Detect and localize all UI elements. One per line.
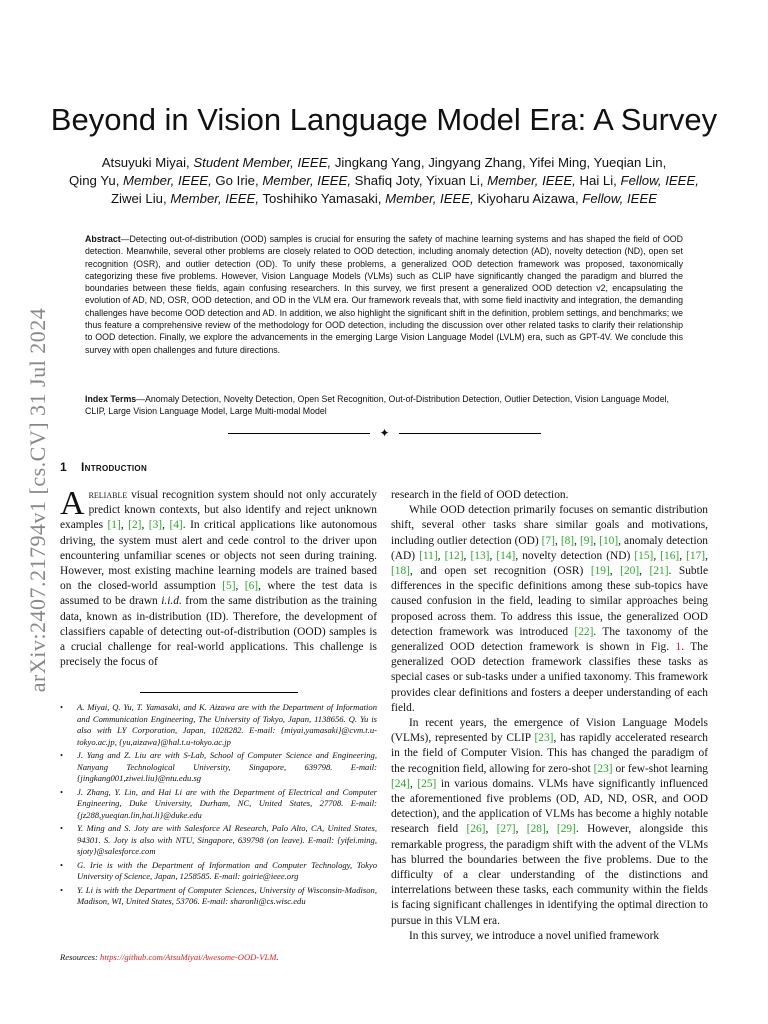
citation-link[interactable]: [1] [107, 519, 121, 532]
citation-link[interactable]: [13] [470, 549, 490, 562]
figure-link[interactable]: 1 [675, 641, 682, 654]
author-line [40, 172, 728, 190]
footnote: • A. Miyai, Q. Yu, T. Yamasaki, and K. Aizawa are with the Department of Information and Communication Engineering, The University of Tokyo, Japan, 1138656. Q. Yu is also with LY Corporation, Japan, 1028282. E-mail: {miyai,yamasaki}@cvm.t.u-tokyo.ac.jp, {yu,aizawa}@hal.t.u-tokyo.ac.jp [60, 702, 377, 747]
text-run: , [679, 549, 687, 562]
citation-link[interactable]: [22] [574, 625, 594, 638]
footnote-text: Y. Li is with the Department of Computer Sciences, University of Wisconsin-Madison, Madison, WI, United States, 53706. E-mail: sharonli@cs.wisc.edu [77, 884, 377, 906]
text-run: , [554, 534, 561, 547]
text-run: , [705, 549, 708, 562]
text-run: , [574, 534, 580, 547]
citation-link[interactable]: [8] [560, 534, 575, 547]
resources-link[interactable]: https://github.com/AtsuMiyai/Awesome-OOD-VLM [100, 952, 277, 962]
text-run: , [515, 823, 527, 836]
text-run: , where the test data is assumed to be drawn [60, 580, 378, 608]
text-run: Kiyoharu Aizawa, [473, 191, 583, 206]
member-grade: Fellow, IEEE [582, 191, 658, 206]
text-run: . The taxonomy of the generalized OOD detection framework is shown in Fig. [391, 625, 708, 654]
footnote-rule [140, 692, 298, 693]
arxiv-stamp-text: arXiv:2407.21794v1 [cs.CV] 31 Jul 2024 [25, 307, 50, 693]
text-run: . However, alongside this remarkable progress, the paradigm shift with the advent of the VLMs has blurred the boundaries between the five problems. Due to the difficulty of a clear understanding of the distinctions and interrelations between these tasks, each community within the fields is facing significant challenges in identifying the optimal direction to pursue in this VLM era. [391, 823, 708, 927]
divider-ornament-icon: ✦ [379, 426, 390, 440]
text-run: , [437, 549, 445, 562]
section-heading [60, 460, 147, 474]
section-divider [228, 426, 541, 440]
citation-link[interactable]: [20] [620, 565, 640, 578]
citation-link[interactable]: [9] [579, 534, 594, 547]
text-run: Shafiq Joty, Yixuan Li, [351, 173, 488, 188]
citation-link[interactable]: [21] [649, 565, 669, 578]
citation-link[interactable]: [2] [128, 519, 142, 532]
section-number: 1 [60, 460, 67, 474]
footnotes [60, 702, 377, 910]
member-grade: Member, IEEE, [123, 173, 212, 188]
text-run: in various domains. VLMs have significantly influenced the aforementioned five problems (OD, AD, ND, OSR, and OOD detection), and the application of VLMs has become a highly notable research field [391, 777, 708, 836]
text-run: , [141, 519, 149, 532]
footnote-text: J. Yang and Z. Liu are with S-Lab, School of Computer Science and Engineering, Nanyang Technological University, Singapore, 639798. E-mail: {jingkang001,ziwei.liu}@ntu.edu.sg [77, 750, 377, 783]
paragraph [391, 488, 708, 503]
text-run: Qing Yu, [69, 173, 124, 188]
text-run: , [593, 534, 600, 547]
member-grade: Student Member, IEEE, [193, 155, 332, 170]
resources-tail: . [276, 952, 279, 962]
paper-title: Beyond in Vision Language Model Era: A Survey [50, 102, 718, 137]
resources-label: Resources: [60, 952, 101, 962]
member-grade: Member, IEEE, [487, 173, 576, 188]
member-grade: Member, IEEE, [385, 191, 474, 206]
citation-link[interactable]: [14] [496, 549, 516, 562]
citation-link[interactable]: [4] [169, 519, 183, 532]
footnote: • J. Zhang, Y. Lin, and Hai Li are with the Department of Electrical and Computer Engineering, Duke University, Durham, NC, United States, 27708. E-mail: {jz288,yueqian.lin,hai.li}@duke.edu [60, 786, 377, 820]
citation-link[interactable]: [19] [590, 565, 610, 578]
text-run: Jingkang Yang, Jingyang Zhang, Yifei Ming, Yueqian Lin, [331, 155, 667, 170]
text-run: , [545, 823, 557, 836]
citation-link[interactable]: [28] [526, 823, 546, 836]
footnote-text: Y. Ming and S. Joty are with Salesforce AI Research, Palo Alto, CA, United States, 94301. S. Joty is also with NTU, Singapore, 639798 (on leave). E-mail: {yifei.ming, sjoty}@salesforce.com [77, 823, 377, 856]
text-run: , [653, 549, 661, 562]
text-run: , [235, 580, 245, 593]
index-terms-label: Index Terms [85, 394, 137, 404]
text-run: research in the field of OOD detection. [391, 489, 569, 501]
citation-link[interactable]: [25] [417, 777, 437, 790]
text-run: While OOD detection primarily focuses on semantic distribution shift, several other tasks share similar goals and motivations, including outlier detection (OD) [391, 504, 708, 547]
text-run: . Subtle differences in the specific definitions among these sub-topics have caused confusion in the field, leading to similar approaches being proposed across them. To address this issue, the generalized OOD detection framework was introduced [391, 565, 708, 638]
text-run: Go Irie, [211, 173, 263, 188]
small-caps-text: reliable [88, 489, 128, 501]
resources-line [60, 952, 377, 962]
footnote-text: A. Miyai, Q. Yu, T. Yamasaki, and K. Aizawa are with the Department of Information and Communication Engineering, The University of Tokyo, Japan, 1138656. Q. Yu is also with LY Corporation, Japan, 1028282. E-mail: {miyai,yamasaki}@cvm.t.u-tokyo.ac.jp, {yu,aizawa}@hal.t.u-tokyo.ac.jp [77, 702, 377, 747]
text-run: In this survey, we introduce a novel unified framework [409, 929, 660, 942]
text-run: , novelty detection (ND) [515, 549, 635, 562]
citation-link[interactable]: [6] [244, 580, 259, 593]
citation-link[interactable]: [29] [556, 823, 576, 836]
author-list [40, 154, 728, 208]
text-run: . In critical applications like autonomous driving, the system must alert and cede control to the driver upon encountering unfamiliar scenes or objects not seen during training. However, most existing machine learning models are trained based on the closed-world assumption [60, 519, 377, 593]
left-column [60, 485, 378, 670]
abstract [85, 233, 683, 356]
text-run: Hai Li, [575, 173, 621, 188]
italic-text: i.i.d. [161, 595, 182, 608]
text-run: Ziwei Liu, [110, 191, 171, 206]
text-run: , has rapidly accelerated research in the field of Computer Vision. This has changed the paradigm of the recognition field, allowing for zero-shot [391, 732, 708, 775]
citation-link[interactable]: [16] [660, 549, 680, 562]
footnote-text: G. Irie is with the Department of Information and Computer Technology, Tokyo University of Science, Japan, 1258585. E-mail: goirie@ieee.org [77, 859, 377, 881]
text-run: , [409, 777, 418, 790]
index-terms [85, 393, 683, 418]
text-run: , [639, 565, 650, 578]
text-run: , [463, 549, 471, 562]
text-run: , and open set recognition (OSR) [409, 565, 591, 578]
text-run: or few-shot learning [612, 762, 708, 775]
footnote: • Y. Ming and S. Joty are with Salesforce AI Research, Palo Alto, CA, United States, 94301. S. Joty is also with NTU, Singapore, 639798 (on leave). E-mail: {yifei.ming, sjoty}@salesforce.com [60, 823, 377, 856]
citation-link[interactable]: [23] [593, 762, 613, 775]
text-run: , [120, 519, 129, 532]
citation-link[interactable]: [11] [419, 549, 438, 562]
text-run: Toshihiko Yamasaki, [259, 191, 386, 206]
text-run: , [489, 549, 497, 562]
arxiv-stamp [18, 280, 58, 720]
index-terms-text: —Anomaly Detection, Novelty Detection, Open Set Recognition, Out-of-Distribution Detection, Outlier Detection, Vision Language Model, CLIP, Large Vision Language Model, Large Multi-modal Model [85, 394, 669, 417]
citation-link[interactable]: [18] [391, 565, 410, 578]
text-run: , [485, 823, 497, 836]
citation-link[interactable]: [7] [541, 534, 555, 547]
paragraph [391, 716, 708, 929]
footnote: • G. Irie is with the Department of Information and Computer Technology, Tokyo University of Science, Japan, 1258585. E-mail: goirie@ieee.org [60, 859, 377, 881]
footnote: • Y. Li is with the Department of Computer Sciences, University of Wisconsin-Madison, Madison, WI, United States, 53706. E-mail: sharonli@cs.wisc.edu [60, 884, 377, 906]
intro-paragraph [60, 485, 378, 670]
divider-line-left [228, 433, 370, 434]
text-run: . The generalized OOD detection framework classifies these tasks as special cases or sub-tasks under a unified taxonomy. This framework provides clear definitions and fosters a deeper understanding of each field. [391, 641, 709, 714]
citation-link[interactable]: [27] [496, 823, 516, 836]
footnote-text: J. Zhang, Y. Lin, and Hai Li are with the Department of Electrical and Computer Engineering, Duke University, Durham, NC, United States, 27708. E-mail: {jz288,yueqian.lin,hai.li}@duke.edu [77, 786, 377, 820]
member-grade: Member, IEEE, [170, 191, 260, 206]
paragraph [391, 929, 708, 944]
paragraph [391, 503, 708, 716]
citation-link[interactable]: [10] [599, 534, 619, 547]
footnote: • J. Yang and Z. Liu are with S-Lab, School of Computer Science and Engineering, Nanyang Technological University, Singapore, 639798. E-mail: {jingkang001,ziwei.liu}@ntu.edu.sg [60, 750, 377, 783]
text-run: , [609, 565, 621, 578]
text-run: , anomaly detection (AD) [391, 534, 709, 562]
citation-link[interactable]: [12] [444, 549, 464, 562]
text-run: Atsuyuki Miyai, [101, 155, 194, 170]
section-title: Introduction [80, 460, 148, 474]
citation-link[interactable]: [3] [148, 519, 163, 532]
abstract-text: —Detecting out-of-distribution (OOD) samples is crucial for ensuring the safety of machine learning systems and has shaped the field of OOD detection. Meanwhile, several other problems are closely related to OOD detection, including anomaly detection (AD), novelty detection (ND), open set recognition (OSR), and outlier detection (OD). To unify these problems, a generalized OOD detection framework was proposed, taxonomically categorizing these five problems. However, Vision Language Models (VLMs) such as CLIP have significantly changed the paradigm and blurred the boundaries between these fields, again confusing researchers. In this survey, we first present a generalized OOD detection v2, encapsulating the evolution of AD, ND, OSR, OOD detection, and OD in the VLM era. Our framework reveals that, with some field inactivity and integration, the demanding challenges have become OOD detection and AD. In addition, we also highlight the significant shift in the definition, problem settings, and benchmarks; we thus feature a comprehensive review of the methodology for OOD detection, including the discussion over other related tasks to clarify their relationship to OOD detection. Finally, we explore the advancements in the emerging Large Vision Language Model (LVLM) era, such as GPT-4V. We conclude this survey with open challenges and future directions. [85, 234, 683, 355]
text-run: from the same distribution as the training data, known as in-distribution (ID). Therefore, the development of classifiers capable of detecting out-of-distribution (OOD) samples is a crucial challenge for real-world applications. This challenge is precisely the focus of [60, 595, 377, 669]
author-line [40, 190, 728, 208]
member-grade: Fellow, IEEE, [620, 173, 699, 188]
text-run: visual recognition system should not only accurately predict known contexts, but also identify and reject unknown examples [60, 489, 377, 532]
citation-link[interactable]: [24] [391, 777, 410, 790]
citation-link[interactable]: [26] [466, 823, 486, 836]
citation-link[interactable]: [5] [222, 580, 236, 593]
member-grade: Member, IEEE, [262, 173, 351, 188]
citation-link[interactable]: [17] [686, 549, 706, 562]
divider-line-right [399, 433, 541, 434]
text-run: In recent years, the emergence of Vision Language Models (VLMs), represented by CLIP [391, 717, 708, 745]
author-line [40, 154, 728, 172]
drop-cap: A [60, 485, 85, 522]
text-run: , [162, 519, 170, 532]
right-column [391, 488, 708, 944]
citation-link[interactable]: [15] [634, 549, 654, 562]
citation-link[interactable]: [23] [534, 732, 554, 745]
abstract-label: Abstract [85, 234, 121, 244]
